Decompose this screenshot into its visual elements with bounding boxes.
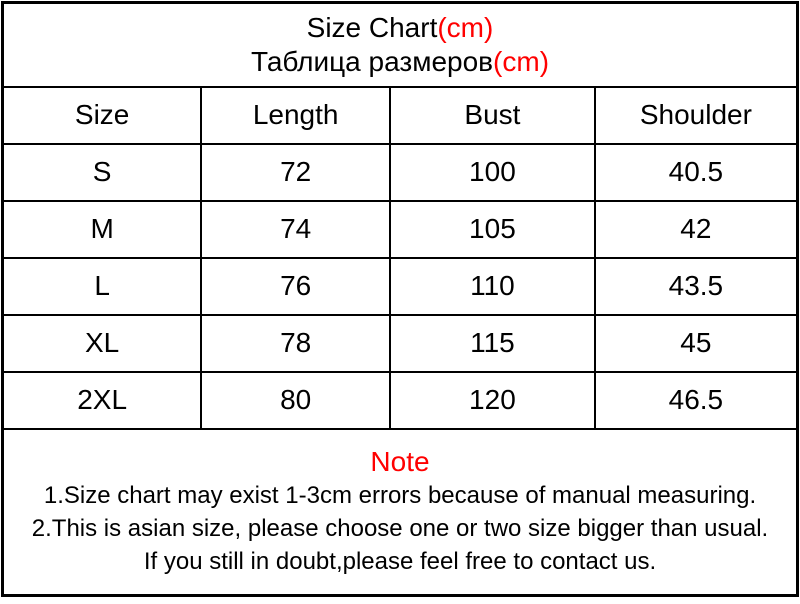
table-row (3, 201, 798, 258)
column-header-shoulder: Shoulder (595, 87, 798, 144)
cell-bust: 100 (390, 144, 595, 201)
note-row (3, 429, 798, 596)
title-en: Size Chart (306, 11, 438, 43)
column-header-size: Size (3, 87, 202, 144)
title-en-unit: (cm) (437, 11, 494, 43)
table-header-row (3, 87, 798, 144)
table-row (3, 315, 798, 372)
cell-bust: 115 (390, 315, 595, 372)
cell-length: 80 (201, 372, 390, 429)
table-row (3, 144, 798, 201)
cell-shoulder: 40.5 (595, 144, 798, 201)
title-row (3, 3, 798, 87)
cell-bust: 105 (390, 201, 595, 258)
table-row (3, 372, 798, 429)
column-header-length: Length (201, 87, 390, 144)
cell-shoulder: 45 (595, 315, 798, 372)
cell-length: 76 (201, 258, 390, 315)
cell-size: 2XL (3, 372, 202, 429)
table-row (3, 258, 798, 315)
chart-title (3, 3, 798, 87)
cell-shoulder: 42 (595, 201, 798, 258)
cell-bust: 120 (390, 372, 595, 429)
note-line-1: 1.Size chart may exist 1-3cm errors because of manual measuring. (43, 482, 757, 510)
cell-size: XL (3, 315, 202, 372)
cell-length: 72 (201, 144, 390, 201)
size-chart-table (1, 1, 799, 597)
title-ru: Таблица размеров (250, 45, 494, 77)
cell-length: 78 (201, 315, 390, 372)
cell-length: 74 (201, 201, 390, 258)
cell-shoulder: 43.5 (595, 258, 798, 315)
note-line-2: 2.This is asian size, please choose one or two size bigger than usual. (31, 515, 769, 543)
note-section (3, 429, 798, 596)
cell-size: S (3, 144, 202, 201)
cell-size: L (3, 258, 202, 315)
column-header-bust: Bust (390, 87, 595, 144)
title-ru-unit: (cm) (493, 45, 550, 77)
chart-title-line2 (4, 45, 796, 79)
cell-size: M (3, 201, 202, 258)
cell-bust: 110 (390, 258, 595, 315)
note-line-3: If you still in doubt,please feel free to contact us. (143, 548, 657, 576)
note-title: Note (370, 446, 430, 478)
chart-title-line1 (4, 11, 796, 45)
cell-shoulder: 46.5 (595, 372, 798, 429)
